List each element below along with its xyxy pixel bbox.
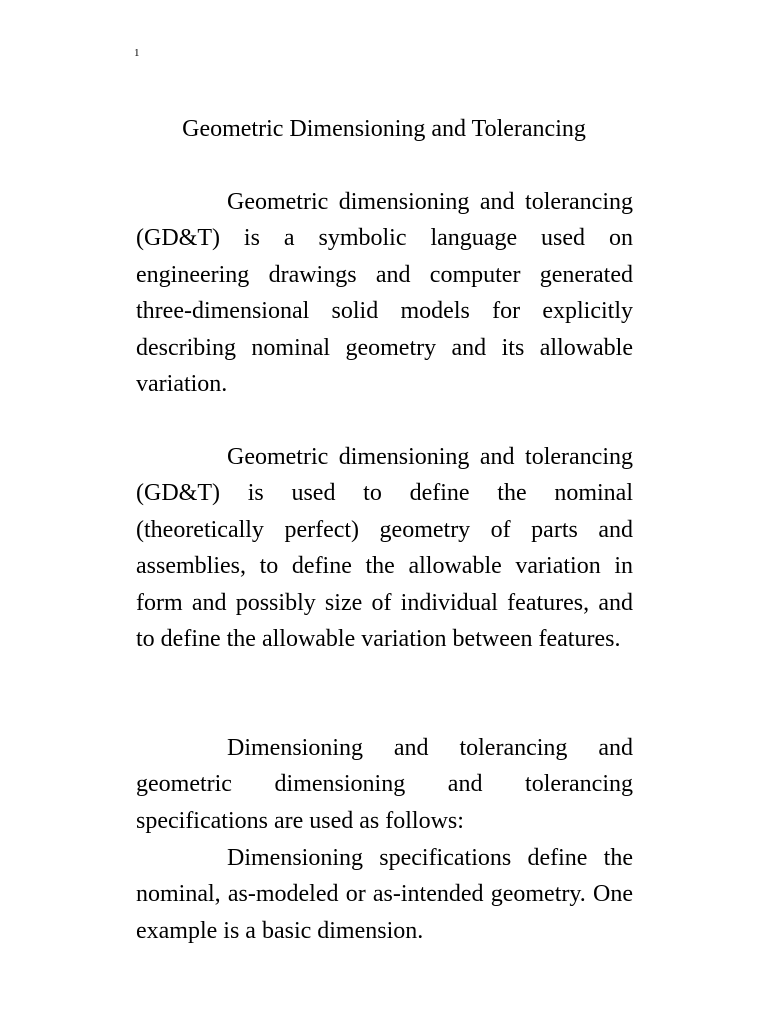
document-title: Geometric Dimensioning and Tolerancing [182, 116, 586, 142]
body-paragraph: Dimensioning specifications define the nominal, as-modeled or as-intended geometry. One example is a basic dimension. [136, 845, 633, 944]
body-paragraph: Geometric dimensioning and tolerancing (GD&T) is a symbolic language used on engineering drawings and computer generated three-dimensional solid models for explicitly describing nominal geometry and its allowable variation. [136, 189, 633, 398]
body-paragraph: Dimensioning and tolerancing and geometric dimensioning and tolerancing specifications are used as follows: [136, 735, 633, 834]
page-number: 1 [134, 47, 140, 59]
body-paragraph: Geometric dimensioning and tolerancing (GD&T) is used to define the nominal (theoretically perfect) geometry of parts and assemblies, to define the allowable variation in form and possibly size of individual features, and to define the allowable variation between features. [136, 444, 633, 653]
